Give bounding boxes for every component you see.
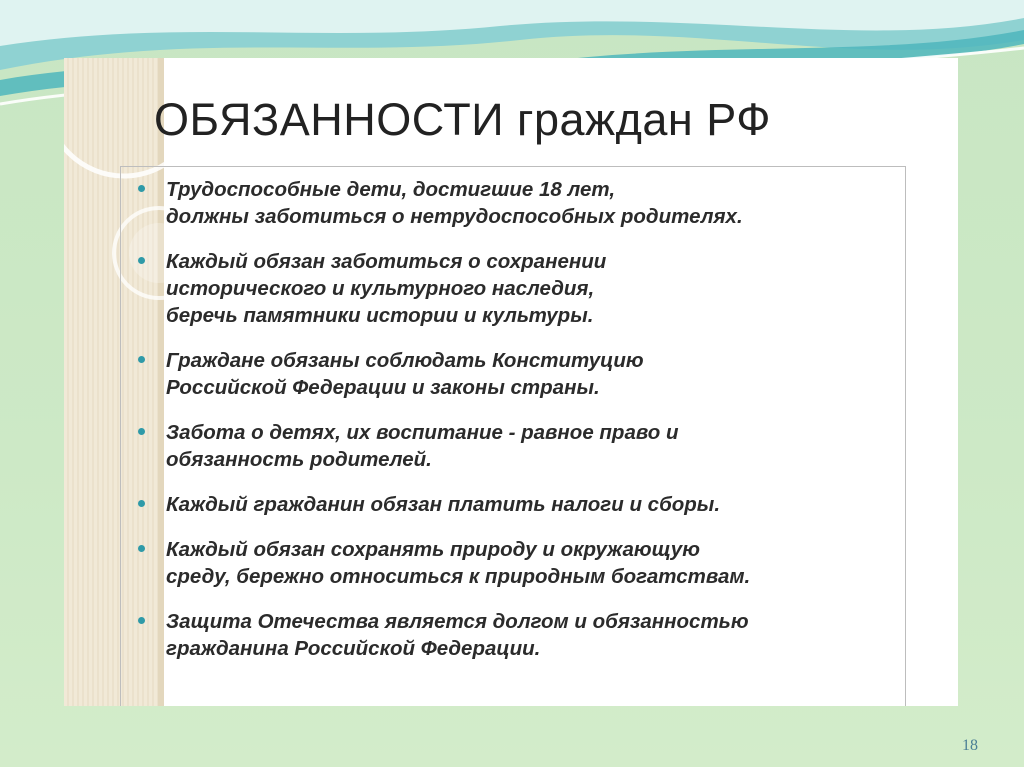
bullet-item	[136, 419, 896, 473]
bullet-text: Каждый гражданин обязан платить налоги и сборы.	[166, 493, 721, 516]
bullet-dot-icon	[138, 356, 145, 363]
bullet-item	[136, 491, 896, 518]
slide-number: 18	[962, 737, 978, 754]
slide-title: ОБЯЗАННОСТИ граждан РФ	[154, 94, 771, 145]
bullet-item	[136, 608, 896, 662]
bullet-list	[136, 176, 896, 680]
bullet-text: Каждый обязан заботиться о сохранении исторического и культурного наследия, беречь памятники истории и культуры.	[166, 250, 607, 327]
bullet-text: Забота о детях, их воспитание - равное право и обязанность родителей.	[166, 421, 679, 471]
bullet-text: Трудоспособные дети, достигшие 18 лет, должны заботиться о нетрудоспособных родителях.	[166, 178, 743, 228]
bullet-dot-icon	[138, 617, 145, 624]
bullet-item	[136, 176, 896, 230]
bullet-dot-icon	[138, 185, 145, 192]
bullet-item	[136, 347, 896, 401]
bullet-dot-icon	[138, 257, 145, 264]
bullet-text: Защита Отечества является долгом и обязанностью гражданина Российской Федерации.	[166, 610, 749, 660]
bullet-dot-icon	[138, 428, 145, 435]
bullet-item	[136, 536, 896, 590]
bullet-text: Каждый обязан сохранять природу и окружающую среду, бережно относиться к природным богатствам.	[166, 538, 751, 588]
bullet-text: Граждане обязаны соблюдать Конституцию Российской Федерации и законы страны.	[166, 349, 644, 399]
bullet-dot-icon	[138, 545, 145, 552]
bullet-dot-icon	[138, 500, 145, 507]
bullet-item	[136, 248, 896, 329]
